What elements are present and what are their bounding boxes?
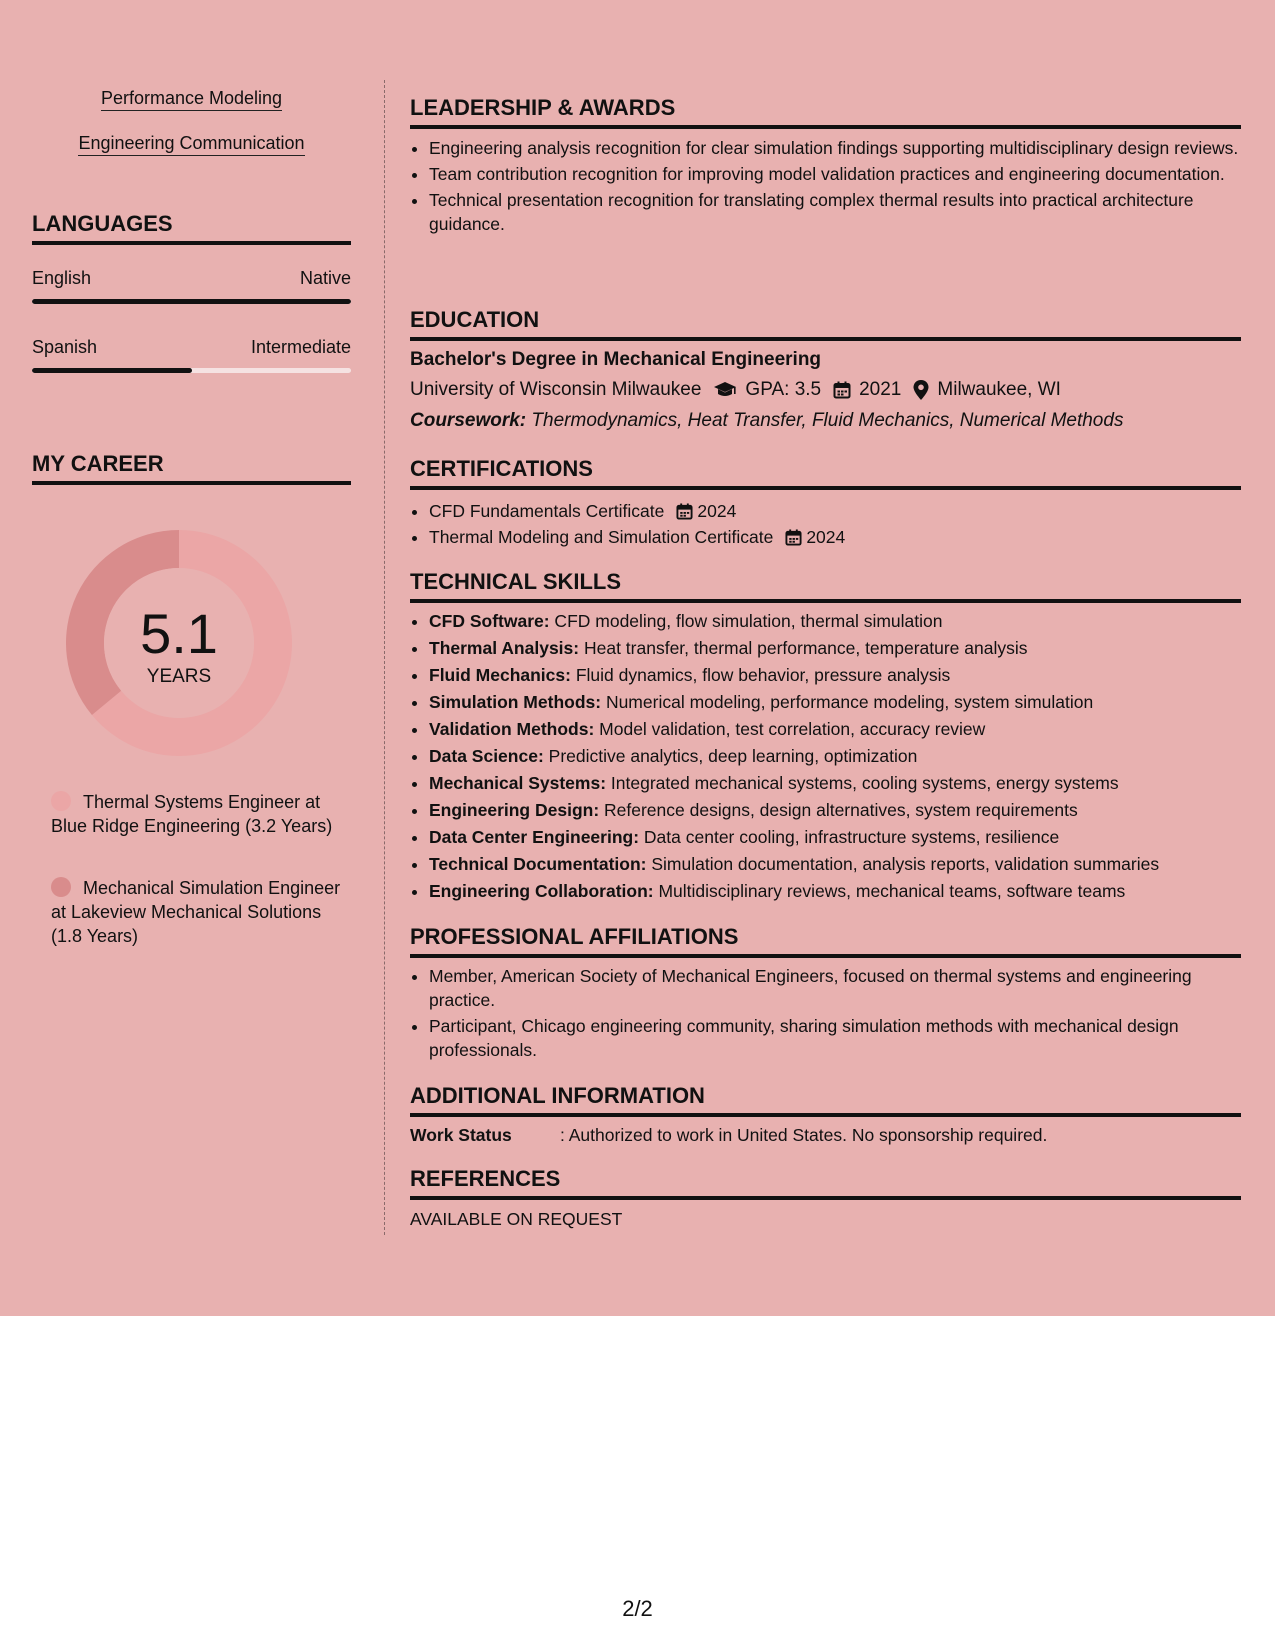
references-text: AVAILABLE ON REQUEST <box>410 1209 623 1229</box>
languages-heading: LANGUAGES <box>32 211 351 245</box>
list-item <box>429 609 1260 633</box>
list-item <box>429 636 1260 660</box>
skill-label: Validation Methods: <box>429 719 595 739</box>
career-item <box>51 876 341 948</box>
list-item <box>429 744 1260 768</box>
skill-value: Simulation documentation, analysis reports, validation summaries <box>646 854 1160 874</box>
skill-value: Data center cooling, infrastructure systems, resilience <box>639 827 1060 847</box>
language-name: English <box>32 268 92 288</box>
career-heading: MY CAREER <box>32 451 351 485</box>
career-dot-icon <box>51 791 71 811</box>
skill-value: Numerical modeling, performance modeling, system simulation <box>601 692 1094 712</box>
language-bar-fill <box>32 368 192 373</box>
graduation-cap-icon <box>713 381 737 399</box>
language-row-english <box>32 268 351 289</box>
career-dot-icon <box>51 877 71 897</box>
skill-value: Model validation, test correlation, accuracy review <box>594 719 986 739</box>
language-bar-english <box>32 299 351 304</box>
career-unit: YEARS <box>146 666 212 687</box>
certifications-heading: CERTIFICATIONS <box>410 456 1241 490</box>
affiliations-heading: PROFESSIONAL AFFILIATIONS <box>410 924 1241 958</box>
list-item <box>429 852 1260 876</box>
education-degree: Bachelor's Degree in Mechanical Engineering <box>410 349 822 370</box>
list-item <box>429 771 1260 795</box>
list-item <box>429 825 1260 849</box>
page-number: 2/2 <box>622 1596 653 1621</box>
skill-label: Data Science: <box>429 746 544 766</box>
skill-link-performance-modeling[interactable]: Performance Modeling <box>32 88 351 109</box>
list-item: • Team contribution recognition for improving model validation practices and engineering documentation. <box>429 162 1260 186</box>
additional-info-heading: ADDITIONAL INFORMATION <box>410 1083 1241 1117</box>
skill-link-engineering-communication[interactable]: Engineering Communication <box>32 133 351 154</box>
skill-label: Simulation Methods: <box>429 692 602 712</box>
skill-label: Data Center Engineering: <box>429 827 640 847</box>
career-item <box>51 790 341 838</box>
education-details <box>410 379 1061 401</box>
skill-value: Heat transfer, thermal performance, temperature analysis <box>579 638 1028 658</box>
skill-label: Engineering Design: <box>429 800 600 820</box>
certification-name: • Thermal Modeling and Simulation Certificate <box>429 527 774 547</box>
language-level: Native <box>299 268 351 288</box>
leadership-list <box>410 136 1260 238</box>
education-heading: EDUCATION <box>410 307 1241 341</box>
certification-name: • CFD Fundamentals Certificate <box>429 501 665 521</box>
skill-label: Mechanical Systems: <box>429 773 607 793</box>
calendar-icon <box>833 381 851 399</box>
list-item <box>429 499 1260 523</box>
skill-label: Thermal Analysis: <box>429 638 580 658</box>
education-school: University of Wisconsin Milwaukee <box>410 379 702 400</box>
technical-skills-list <box>410 609 1260 906</box>
skill-value: Integrated mechanical systems, cooling systems, energy systems <box>606 773 1119 793</box>
leadership-heading: LEADERSHIP & AWARDS <box>410 95 1241 129</box>
calendar-icon <box>785 529 802 546</box>
language-row-spanish <box>32 337 351 358</box>
skill-label: Fluid Mechanics: <box>429 665 571 685</box>
language-name: Spanish <box>32 337 98 357</box>
skill-label: Technical Documentation: <box>429 854 647 874</box>
list-item: • Participant, Chicago engineering community, sharing simulation methods with mechanical design professionals. <box>429 1014 1260 1062</box>
career-total: 5.1 <box>140 602 218 665</box>
list-item: • Engineering analysis recognition for clear simulation findings supporting multidisciplinary design reviews. <box>429 136 1260 160</box>
list-item <box>429 690 1260 714</box>
certification-year: 2024 <box>806 527 846 547</box>
language-bar-spanish <box>32 368 351 373</box>
education-coursework <box>410 410 1123 432</box>
education-year: 2021 <box>859 379 902 400</box>
list-item <box>429 663 1260 687</box>
skill-value: Fluid dynamics, flow behavior, pressure analysis <box>570 665 951 685</box>
calendar-icon <box>676 503 693 520</box>
skill-value: Reference designs, design alternatives, system requirements <box>599 800 1078 820</box>
skill-value: Predictive analytics, deep learning, optimization <box>543 746 918 766</box>
work-status <box>410 1125 1047 1146</box>
list-item <box>429 798 1260 822</box>
column-divider <box>384 80 385 1235</box>
career-donut <box>66 530 292 756</box>
career-item-label: Mechanical Simulation Engineer at Lakeview Mechanical Solutions (1.8 Years) <box>51 878 341 946</box>
education-location: Milwaukee, WI <box>937 379 1061 400</box>
certifications-list <box>410 499 1260 551</box>
skill-value: CFD modeling, flow simulation, thermal simulation <box>549 611 943 631</box>
list-item <box>429 717 1260 741</box>
list-item <box>429 879 1260 903</box>
list-item: • Technical presentation recognition for translating complex thermal results into practical architecture guidance. <box>429 188 1260 236</box>
technical-skills-heading: TECHNICAL SKILLS <box>410 569 1241 603</box>
affiliations-list <box>410 964 1260 1064</box>
certification-year: 2024 <box>697 501 737 521</box>
list-item: • Member, American Society of Mechanical Engineers, focused on thermal systems and engineering practice. <box>429 964 1260 1012</box>
skill-value: Multidisciplinary reviews, mechanical teams, software teams <box>653 881 1126 901</box>
language-bar-fill <box>32 299 351 304</box>
work-status-value: : Authorized to work in United States. No sponsorship required. <box>560 1125 1048 1145</box>
skill-label: CFD Software: <box>429 611 550 631</box>
skill-label: Engineering Collaboration: <box>429 881 654 901</box>
work-status-label: Work Status <box>410 1125 512 1145</box>
education-gpa: GPA: 3.5 <box>745 379 822 400</box>
location-pin-icon <box>913 380 929 400</box>
list-item <box>429 525 1260 549</box>
references-heading: REFERENCES <box>410 1166 1241 1200</box>
language-level: Intermediate <box>250 337 351 357</box>
coursework-label: Coursework: <box>410 410 527 431</box>
career-item-label: Thermal Systems Engineer at Blue Ridge Engineering (3.2 Years) <box>51 792 333 836</box>
coursework-value: Thermodynamics, Heat Transfer, Fluid Mechanics, Numerical Methods <box>526 410 1124 431</box>
